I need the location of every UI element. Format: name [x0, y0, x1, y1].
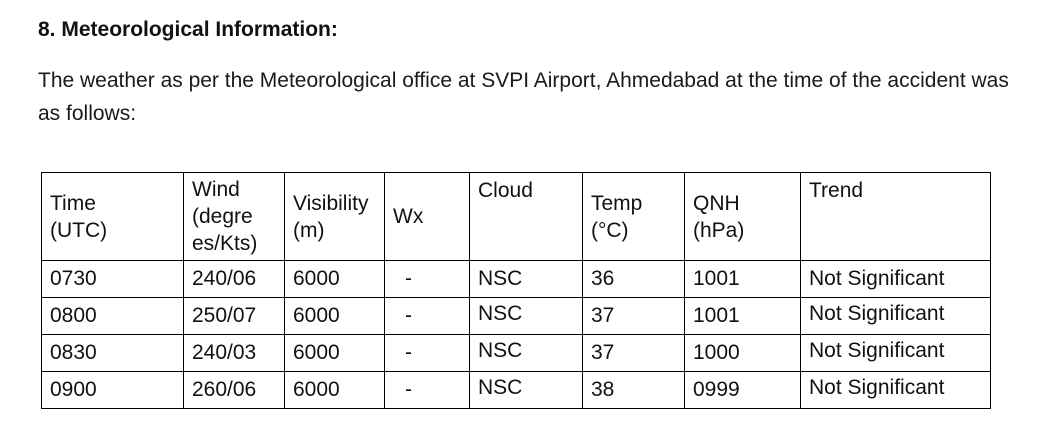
cell-temp: 36 — [583, 261, 685, 298]
cell-qnh: 1001 — [685, 261, 801, 298]
cell-qnh: 0999 — [685, 372, 801, 409]
header-cloud: Cloud — [470, 173, 583, 261]
weather-table — [41, 172, 991, 409]
cell-visibility: 6000 — [285, 335, 385, 372]
cell-wind: 240/03 — [184, 335, 285, 372]
cell-time: 0800 — [42, 298, 184, 335]
header-visibility: Visibility (m) — [285, 173, 385, 261]
table-header-row — [42, 173, 991, 261]
section-heading: 8. Meteorological Information: — [38, 18, 338, 41]
cell-wind: 260/06 — [184, 372, 285, 409]
table-row — [42, 372, 991, 409]
cell-qnh: 1001 — [685, 298, 801, 335]
cell-wind: 240/06 — [184, 261, 285, 298]
cell-wx: - — [385, 261, 470, 298]
cell-temp: 38 — [583, 372, 685, 409]
header-trend: Trend — [801, 173, 991, 261]
cell-temp: 37 — [583, 298, 685, 335]
cell-cloud: NSC — [470, 261, 583, 298]
header-time: Time (UTC) — [42, 173, 184, 261]
cell-qnh: 1000 — [685, 335, 801, 372]
cell-wx: - — [385, 335, 470, 372]
cell-temp: 37 — [583, 335, 685, 372]
cell-visibility: 6000 — [285, 298, 385, 335]
cell-time: 0900 — [42, 372, 184, 409]
cell-wx: - — [385, 298, 470, 335]
intro-paragraph: The weather as per the Meteorological office at SVPI Airport, Ahmedabad at the time of the accident was as follows: — [38, 69, 1009, 125]
header-temp: Temp (°C) — [583, 173, 685, 261]
header-wind: Wind (degre es/Kts) — [184, 173, 285, 261]
cell-trend: Not Significant — [801, 298, 991, 335]
cell-time: 0730 — [42, 261, 184, 298]
cell-wx: - — [385, 372, 470, 409]
header-qnh: QNH (hPa) — [685, 173, 801, 261]
cell-visibility: 6000 — [285, 261, 385, 298]
cell-wind: 250/07 — [184, 298, 285, 335]
cell-cloud: NSC — [470, 335, 583, 372]
cell-visibility: 6000 — [285, 372, 385, 409]
cell-time: 0830 — [42, 335, 184, 372]
cell-trend: Not Significant — [801, 261, 991, 298]
cell-trend: Not Significant — [801, 335, 991, 372]
table-row — [42, 298, 991, 335]
table-row — [42, 335, 991, 372]
cell-cloud: NSC — [470, 372, 583, 409]
cell-cloud: NSC — [470, 298, 583, 335]
header-wx: Wx — [385, 173, 470, 261]
cell-trend: Not Significant — [801, 372, 991, 409]
table-row — [42, 261, 991, 298]
